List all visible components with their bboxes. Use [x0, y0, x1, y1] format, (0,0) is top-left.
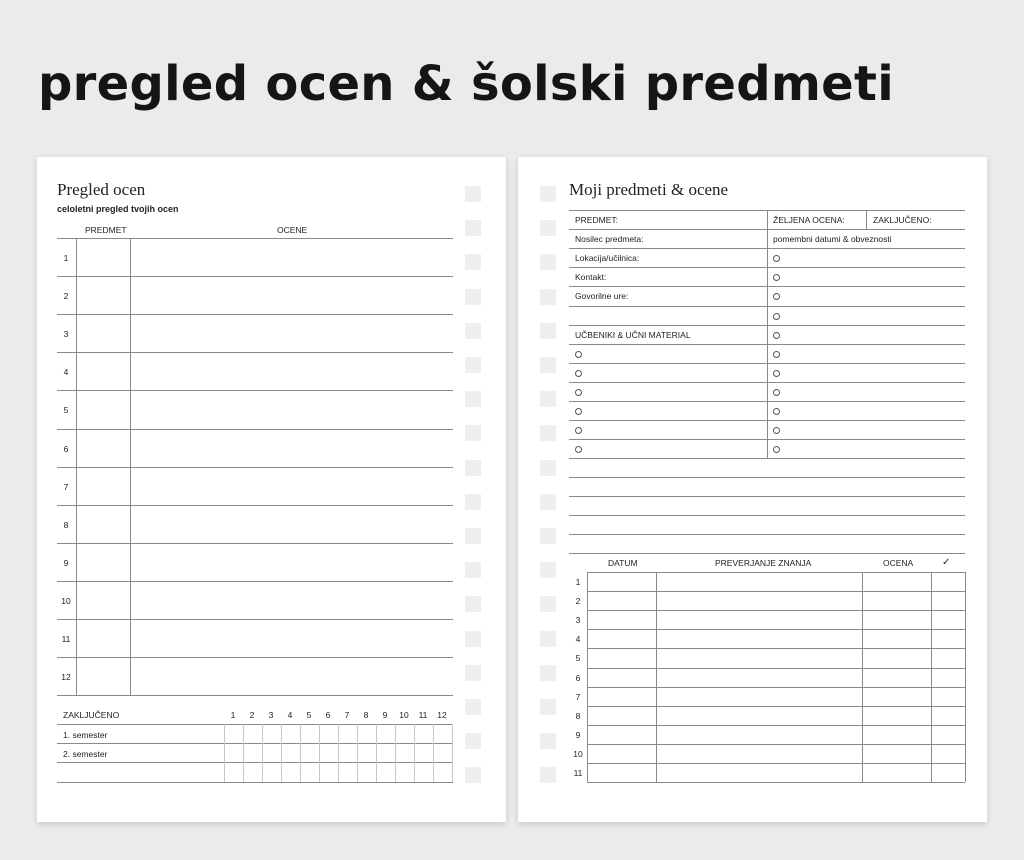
side-tab	[465, 323, 481, 339]
test-column-line	[965, 572, 966, 782]
final-column-line	[281, 724, 282, 782]
checkbox-circle	[773, 427, 780, 434]
subject-label: PREDMET:	[575, 215, 618, 225]
final-month-number: 10	[399, 710, 409, 720]
side-tab	[540, 494, 556, 510]
test-row-line	[587, 668, 965, 669]
side-tab	[540, 323, 556, 339]
row-line	[57, 619, 453, 620]
test-column-line	[587, 572, 588, 782]
final-month-number: 12	[437, 710, 447, 720]
test-row-number: 3	[575, 615, 581, 626]
checkbox-circle	[773, 293, 780, 300]
final-column-line	[338, 724, 339, 782]
side-tab	[465, 254, 481, 270]
checkbox-circle	[773, 274, 780, 281]
final-month-number: 3	[268, 710, 274, 720]
test-column-line	[931, 572, 932, 782]
side-tab	[540, 562, 556, 578]
subject-holder-label: Nosilec predmeta:	[575, 234, 644, 245]
test-row-number: 1	[575, 577, 581, 587]
wanted-grade-label: ŽELJENA OCENA:	[773, 215, 845, 225]
row-number: 1	[63, 253, 69, 263]
row-line	[57, 352, 453, 353]
column-header-grades: OCENE	[277, 225, 308, 235]
final-row-line	[57, 762, 453, 763]
row-number: 4	[63, 367, 69, 378]
note-line	[569, 534, 965, 535]
info-row-line	[569, 458, 965, 459]
final-column-line	[452, 724, 453, 782]
test-row-number: 7	[575, 691, 581, 702]
test-row-line	[587, 572, 965, 573]
test-row-number: 8	[575, 710, 581, 721]
test-row-number: 10	[573, 748, 583, 759]
test-row-line	[587, 744, 965, 745]
test-row-line	[587, 706, 965, 707]
final-column-line	[433, 724, 434, 782]
checkbox-circle	[575, 408, 582, 415]
side-tab	[540, 220, 556, 236]
test-row-line	[587, 763, 965, 764]
test-row-number: 4	[575, 634, 581, 645]
final-row-line	[57, 724, 453, 725]
row-line	[57, 505, 453, 506]
side-tab	[540, 425, 556, 441]
checkbox-circle	[575, 370, 582, 377]
row-line	[57, 657, 453, 658]
final-month-number: 2	[249, 710, 255, 720]
important-dates-label: pomembni datumi & obveznosti	[773, 234, 892, 245]
test-row-line	[587, 782, 965, 783]
side-tab	[465, 460, 481, 476]
column-header-grade: OCENA	[883, 558, 914, 568]
side-tab	[540, 254, 556, 270]
final-column-line	[357, 724, 358, 782]
side-tab	[540, 391, 556, 407]
side-tab	[465, 665, 481, 681]
test-column-line	[656, 572, 657, 782]
row-line	[57, 429, 453, 430]
check-icon: ✓	[942, 557, 951, 568]
page-title: Moji predmeti & ocene	[569, 180, 729, 199]
row-line	[57, 276, 453, 277]
final-column-line	[319, 724, 320, 782]
note-line	[569, 477, 965, 478]
contact-label: Kontakt:	[575, 272, 607, 283]
side-tab	[465, 528, 481, 544]
side-tab	[540, 289, 556, 305]
row-number: 12	[61, 672, 71, 683]
office-hours-label: Govorilne ure:	[575, 291, 629, 302]
row-number: 10	[61, 595, 71, 606]
note-line	[569, 553, 965, 554]
side-tab	[540, 357, 556, 373]
table-top-line	[57, 238, 453, 239]
test-row-number: 9	[575, 729, 581, 740]
checkbox-circle	[773, 255, 780, 262]
row-number: 9	[63, 557, 69, 568]
checkbox-circle	[575, 351, 582, 358]
checkbox-circle	[575, 389, 582, 396]
checkbox-circle	[773, 446, 780, 453]
test-row-number: 2	[575, 596, 581, 607]
row-line	[57, 543, 453, 544]
final-row-line	[57, 743, 453, 744]
side-tab	[465, 494, 481, 510]
final-column-line	[300, 724, 301, 782]
row-number: 11	[61, 634, 71, 644]
checkbox-circle	[575, 446, 582, 453]
final-column-line	[414, 724, 415, 782]
final-month-number: 7	[344, 710, 350, 720]
column-divider	[130, 238, 131, 695]
test-row-number: 6	[575, 672, 581, 683]
column-header-date: DATUM	[608, 558, 638, 568]
final-column-line	[224, 724, 225, 782]
final-row-line	[57, 782, 453, 783]
side-tab	[465, 391, 481, 407]
side-tab	[540, 767, 556, 783]
side-tab	[540, 733, 556, 749]
row-line	[57, 314, 453, 315]
row-number: 3	[63, 329, 69, 340]
hero-title: pregled ocen & šolski predmeti	[38, 56, 895, 112]
final-month-number: 5	[306, 710, 312, 720]
test-row-line	[587, 610, 965, 611]
test-row-number: 11	[573, 768, 583, 778]
side-tab	[465, 425, 481, 441]
final-month-number: 6	[325, 710, 331, 720]
row-number: 5	[63, 405, 69, 416]
row-line	[57, 695, 453, 696]
row-line	[57, 390, 453, 391]
final-label: ZAKLJUČENO	[63, 710, 120, 720]
row-line	[57, 467, 453, 468]
test-row-line	[587, 648, 965, 649]
note-line	[569, 496, 965, 497]
row-number: 7	[63, 481, 69, 492]
checkbox-circle	[773, 313, 780, 320]
test-row-line	[587, 591, 965, 592]
checkbox-circle	[773, 408, 780, 415]
side-tab	[465, 186, 481, 202]
column-divider	[76, 238, 77, 695]
location-label: Lokacija/učilnica:	[575, 253, 640, 264]
side-tab	[465, 357, 481, 373]
side-tab	[465, 562, 481, 578]
side-tab	[465, 289, 481, 305]
semester-label: 1. semester	[63, 730, 108, 740]
row-number: 2	[63, 291, 69, 302]
side-tab	[540, 665, 556, 681]
checkbox-circle	[575, 427, 582, 434]
side-tab	[540, 631, 556, 647]
side-tab	[465, 767, 481, 783]
side-tab	[465, 699, 481, 715]
side-tab	[540, 528, 556, 544]
info-column-divider	[767, 210, 768, 458]
row-number: 6	[63, 443, 69, 454]
final-month-number: 4	[287, 710, 293, 720]
semester-label: 2. semester	[63, 749, 108, 759]
column-header-subject: PREDMET	[85, 225, 127, 235]
note-line	[569, 515, 965, 516]
test-row-line	[587, 725, 965, 726]
column-header-test: PREVERJANJE ZNANJA	[715, 558, 812, 568]
side-tab	[465, 733, 481, 749]
test-row-line	[587, 687, 965, 688]
books-label: UČBENIKI & UČNI MATERIAL	[575, 329, 691, 340]
side-tab	[465, 596, 481, 612]
side-tab	[540, 596, 556, 612]
final-column-line	[395, 724, 396, 782]
side-tab	[540, 460, 556, 476]
page-subtitle: celoletni pregled tvojih ocen	[57, 204, 179, 214]
checkbox-circle	[773, 351, 780, 358]
final-month-number: 11	[418, 710, 428, 720]
final-column-line	[376, 724, 377, 782]
side-tab	[540, 699, 556, 715]
test-row-line	[587, 629, 965, 630]
row-line	[57, 581, 453, 582]
side-tab	[465, 631, 481, 647]
final-grade-label: ZAKLJUČENO:	[873, 215, 932, 225]
page-title: Pregled ocen	[57, 180, 146, 199]
final-month-number: 8	[363, 710, 369, 720]
side-tab	[465, 220, 481, 236]
checkbox-circle	[773, 370, 780, 377]
final-month-number: 9	[382, 710, 388, 720]
final-month-number: 1	[230, 710, 236, 720]
row-number: 8	[63, 519, 69, 530]
final-column-line	[243, 724, 244, 782]
info-column-divider	[866, 210, 867, 229]
grade-overview-page	[37, 157, 506, 822]
final-column-line	[262, 724, 263, 782]
side-tab	[540, 186, 556, 202]
checkbox-circle	[773, 332, 780, 339]
test-column-line	[862, 572, 863, 782]
checkbox-circle	[773, 389, 780, 396]
subject-grades-page	[518, 157, 987, 822]
test-row-number: 5	[575, 653, 581, 664]
